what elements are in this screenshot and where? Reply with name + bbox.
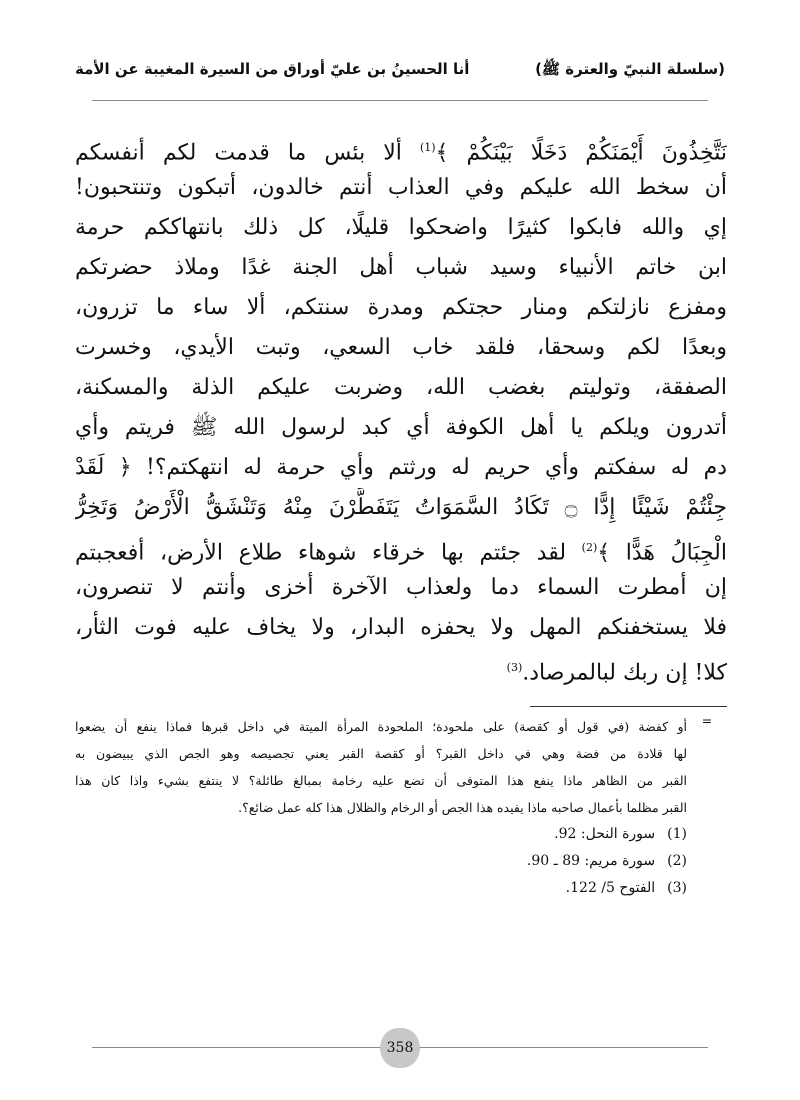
- text-line: نَتَّخِذُونَ أَيْمَنَكُمْ دَخَلًا بَيْنَكُمْ ﴾$^{(1)}$ ألا بئس ما قدمت لكم أنفسكم: [75, 140, 727, 166]
- footnote-divider: [530, 706, 727, 707]
- text-line: إي والله فابكوا كثيرًا واضحكوا قليلًا، كل ذلك بانتهاككم حرمة: [75, 215, 727, 240]
- footer-rule-right: [420, 1047, 708, 1048]
- main-text: [75, 128, 727, 688]
- text-line: كلا! إن ربك لبالمرصاد.$^{(3)}$: [506, 660, 727, 686]
- footnote-number: (2): [667, 853, 687, 869]
- footnote-continuation: [75, 713, 727, 821]
- footnote-number: (3): [667, 880, 687, 896]
- footnote-line: لها قلادة من فضة وهي في داخل القبر؟ أو كقصة القبر يعني تجصيصه وهو الجص الذي يبيضون به: [75, 746, 687, 761]
- continuation-marker: =: [701, 713, 713, 728]
- header-divider: [92, 100, 708, 101]
- series-title: (سلسلة النبيّ والعترة ﷺ): [535, 60, 725, 78]
- text-line: دم له سفكتم وأي حريم له ورثتم وأي حرمة له انتهكتم؟! ﴿ لَقَدْ: [75, 455, 727, 480]
- footnote-text: سورة النحل: 92.: [554, 826, 656, 842]
- footnote-line: القبر مظلما بأعمال صاحبه ماذا يفيده هذا الجص أو الرخام والظلال هذا كله عمل ضائع؟.: [238, 800, 687, 815]
- text-line: إن أمطرت السماء دما ولعذاب الآخرة أخزى وأنتم لا تنصرون،: [75, 575, 727, 600]
- footnote-item: [75, 848, 727, 875]
- footnote-line: القبر من الظاهر ماذا ينفع هذا المتوفى أن تضع عليه رخامة بمبالغ طائلة؟ لا ينتفع بشيء واذا كان هذا: [75, 773, 687, 788]
- text-line: فلا يستخفنكم المهل ولا يحفزه البدار، ولا يخاف عليه فوت الثأر،: [75, 615, 727, 640]
- text-line: أن سخط الله عليكم وفي العذاب أنتم خالدون، أتبكون وتنتحبون!: [75, 175, 727, 200]
- text-line: الصفقة، وتوليتم بغضب الله، وضربت عليكم الذلة والمسكنة،: [75, 375, 727, 400]
- text-line: الْجِبَالُ هَدًّا ﴾$^{(2)}$ لقد جئتم بها خرقاء شوهاء طلاع الأرض، أفعجبتم: [75, 540, 727, 566]
- text-line: وبعدًا لكم وسحقا، فلقد خاب السعي، وتبت الأيدي، وخسرت: [75, 335, 727, 360]
- footnote-item: [75, 821, 727, 848]
- footnote-line: أو كفضة (في قول أو كقصة) على ملحودة؛ الملحودة المرأة الميتة في داخل قبرها فماذا ينفع أن يضعوا: [75, 719, 687, 734]
- text-line: ابن خاتم الأنبياء وسيد شباب أهل الجنة غدًا وملاذ حضرتكم: [75, 255, 727, 280]
- text-line: ومفزع نازلتكم ومنار حجتكم ومدرة سنتكم، ألا ساء ما تزرون،: [75, 295, 727, 320]
- footnote-text: الفتوح 5/ 122.: [565, 880, 656, 896]
- running-header: [75, 60, 725, 90]
- footnote-text: سورة مريم: 89 ـ 90.: [526, 853, 656, 869]
- book-title: أنا الحسينُ بن عليّ أوراق من السيرة المغيبة عن الأمة: [75, 60, 470, 78]
- page-number: 358: [380, 1028, 420, 1068]
- footnote-item: [75, 875, 727, 902]
- text-line: أتدرون ويلكم يا أهل الكوفة أي كبد لرسول الله ﷺ فريتم وأي: [75, 415, 727, 440]
- footer-rule-left: [92, 1047, 380, 1048]
- text-line: جِئْتُمْ شَيْئًا إِدًّا ۝ تَكَادُ السَّمَوَاتُ يَتَفَطَّرْنَ مِنْهُ وَتَنْشَقُّ الْأَرْضُ وَتَخِرُّ: [75, 495, 727, 520]
- footnotes: [75, 713, 727, 902]
- footnote-number: (1): [667, 826, 687, 842]
